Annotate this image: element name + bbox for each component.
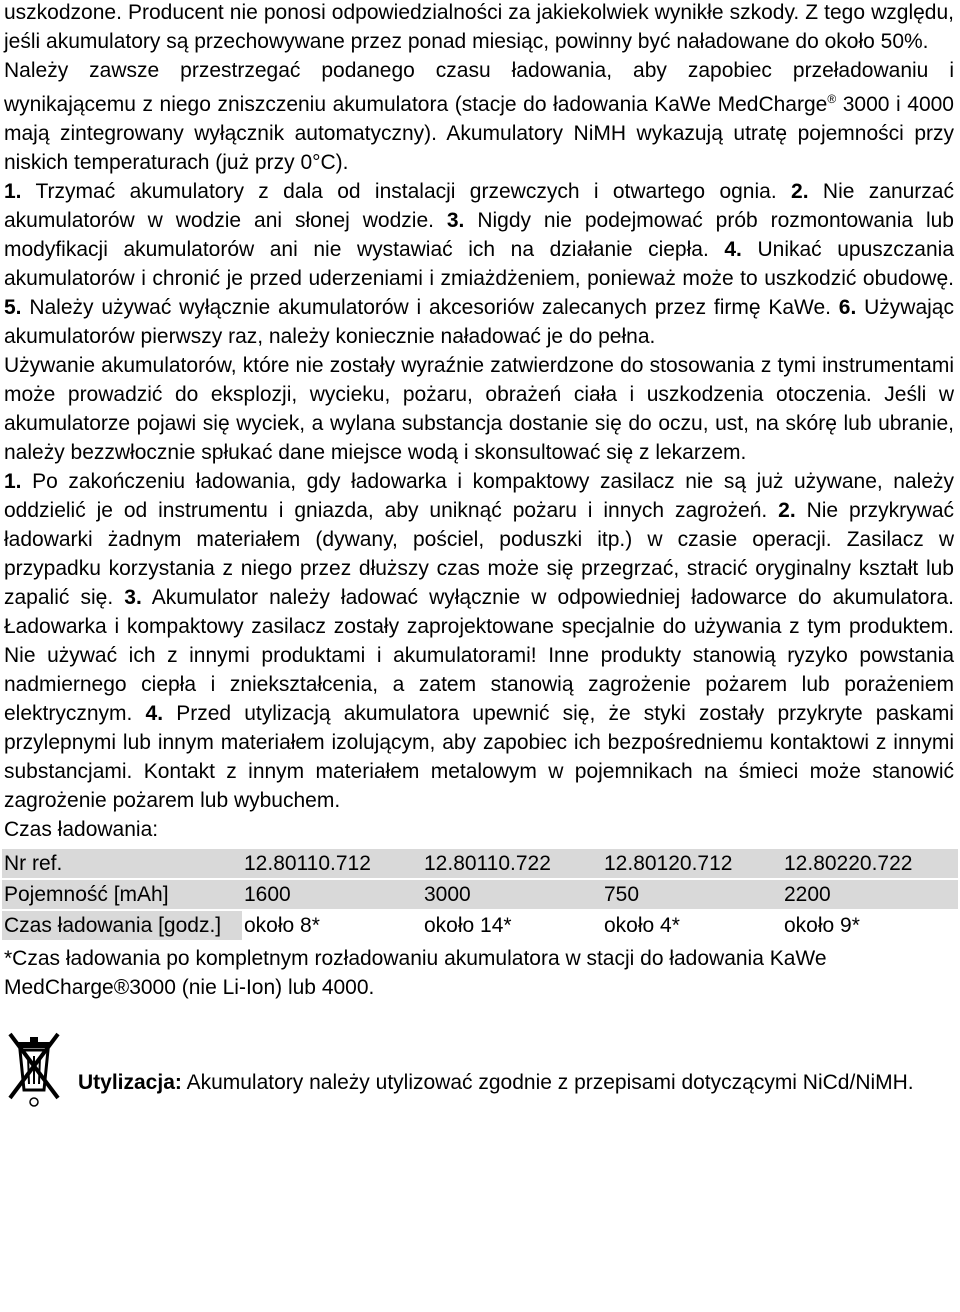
list2-text-1: Po zakończeniu ładowania, gdy ładowarka i kompaktowy zasilacz nie są już używane, należy oddzielić je od instrumentu i gniazda, aby uniknąć pożaru i innych zagrożeń.	[4, 470, 954, 522]
registered-mark: ®	[827, 92, 837, 106]
table-footnote: *Czas ładowania po kompletnym rozładowaniu akumulatora w stacji do ładowania KaWe MedCharge®3000 (nie Li-Ion) lub 4000.	[4, 947, 827, 999]
paragraph-unapproved-batteries: Używanie akumulatorów, które nie zostały wyraźnie zatwierdzone do stosowania z tymi instrumentami może prowadzić do eksplozji, wycieku, pożaru, obrażeń ciała i uszkodzenia otoczenia. Jeśli w akumulatorze pojawi się wyciek, a wylana substancja dostanie się do oczu, ust, na skórę lub ubranie, należy bezzwłocznie spłukać dane miejsce wodą i skonsultować się z lekarzem.	[4, 354, 954, 464]
list1-text-3: Nigdy nie podejmować prób rozmontowania lub modyfikacji akumulatorów ani nie wystawiać ich na działanie ciepła.	[4, 209, 954, 261]
table-cell: 12.80110.712	[242, 849, 422, 879]
charge-time-title: Czas ładowania:	[4, 818, 159, 841]
table-cell: 2200	[782, 879, 958, 910]
table-cell: Czas ładowania [godz.]	[2, 910, 242, 940]
list2-num-2: 2.	[778, 499, 796, 522]
table-row	[2, 849, 958, 879]
list1-text-5: Należy używać wyłącznie akumulatorów i akcesoriów zalecanych przez firmę KaWe.	[29, 296, 831, 319]
paragraph-storage: uszkodzone. Producent nie ponosi odpowiedzialności za jakiekolwiek wynikłe szkody. Z tego względu, jeśli akumulatory są przechowywane przez ponad miesiąc, powinny być naładowane do około 50%.	[4, 1, 954, 53]
list2-text-4: Przed utylizacją akumulatora upewnić się, że styki zostały przykryte paskami przylepnymi lub innym materiałem izolującym, aby zapobiec ich bezpośredniemu kontaktowi z innymi substancjami. Kontakt z innym materiałem metalowym w pojemnikach na śmieci może stanowić zagrożenie pożarem lub wybuchem.	[4, 702, 954, 812]
list2-text-3: Akumulator należy ładować wyłącznie w odpowiedniej ładowarce do akumulatora. Ładowarka i kompaktowy zasilacz zostały zaprojektowane specjalnie do używania z tym produktem. Nie używać ich z innymi produktami i akumulatorami! Inne produkty stanowią ryzyko powstania nadmiernego ciepła i zniekształcenia, a zatem stanowią zagrożenie pożarem lub porażeniem elektrycznym.	[4, 586, 954, 725]
disposal-text	[4, 1068, 954, 1097]
table-cell: 750	[602, 879, 782, 910]
table-cell: około 4*	[604, 914, 680, 937]
list1-num-3: 3.	[446, 209, 465, 232]
paragraph-charging-text-2: 3000 i 4000 mają zintegrowany wyłącznik automatyczny). Akumulatory NiMH wykazują utratę pojemności przy niskich temperaturach (już przy 0°C).	[4, 93, 954, 174]
safety-list-2	[4, 467, 954, 815]
disposal-label: Utylizacja:	[78, 1071, 182, 1094]
paragraph-charging-text: Należy zawsze przestrzegać podanego czasu ładowania, aby zapobiec przeładowaniu i wynikającemu z niego zniszczeniu akumulatora (stacje do ładowania KaWe MedCharge	[4, 59, 954, 116]
list1-text-6: Używając akumulatorów pierwszy raz, należy koniecznie naładować je do pełna.	[4, 296, 954, 348]
table-row	[2, 910, 958, 940]
list1-text-4: Unikać upuszczania akumulatorów i chronić je przed uderzeniami i zmiażdżeniem, ponieważ może to uszkodzić obudowę.	[4, 238, 954, 290]
table-cell: 12.80220.722	[782, 849, 958, 879]
list2-num-3: 3.	[124, 586, 142, 609]
list1-text-1: Trzymać akumulatory z dala od instalacji grzewczych i otwartego ognia.	[35, 180, 777, 203]
list1-text-2: Nie zanurzać akumulatorów w wodzie ani słonej wodzie.	[4, 180, 954, 232]
table-cell: Pojemność [mAh]	[2, 879, 242, 910]
list2-text-2: Nie przykrywać ładowarki żadnym materiałem (dywany, pościel, poduszki itp.) w czasie operacji. Zasilacz w przypadku korzystania z niego przez dłuższy czas może się przegrzać, stracić oryginalny kształt lub zapalić się.	[4, 499, 955, 609]
table-cell: około 9*	[784, 914, 860, 937]
list1-num-6: 6.	[838, 296, 857, 319]
table-cell: Nr ref.	[2, 849, 242, 879]
table-cell: 3000	[422, 879, 602, 910]
safety-list-1	[4, 177, 954, 351]
charge-time-table	[2, 849, 958, 940]
table-cell: 12.80110.722	[422, 849, 602, 879]
list1-num-1: 1.	[4, 180, 22, 203]
disposal-section	[4, 1028, 954, 1118]
list1-num-5: 5.	[4, 296, 22, 319]
table-cell: 12.80120.712	[602, 849, 782, 879]
list1-num-4: 4.	[724, 238, 742, 261]
list1-num-2: 2.	[791, 180, 809, 203]
table-cell: około 8*	[244, 914, 320, 937]
table-cell: 1600	[242, 879, 422, 910]
table-cell: około 14*	[424, 914, 512, 937]
list2-num-1: 1.	[4, 470, 22, 493]
paragraph-charging	[4, 56, 954, 177]
table-row	[2, 879, 958, 910]
document-page	[4, 0, 954, 1118]
list2-num-4: 4.	[145, 702, 164, 725]
disposal-body: Akumulatory należy utylizować zgodnie z przepisami dotyczącymi NiCd/NiMH.	[186, 1071, 914, 1094]
